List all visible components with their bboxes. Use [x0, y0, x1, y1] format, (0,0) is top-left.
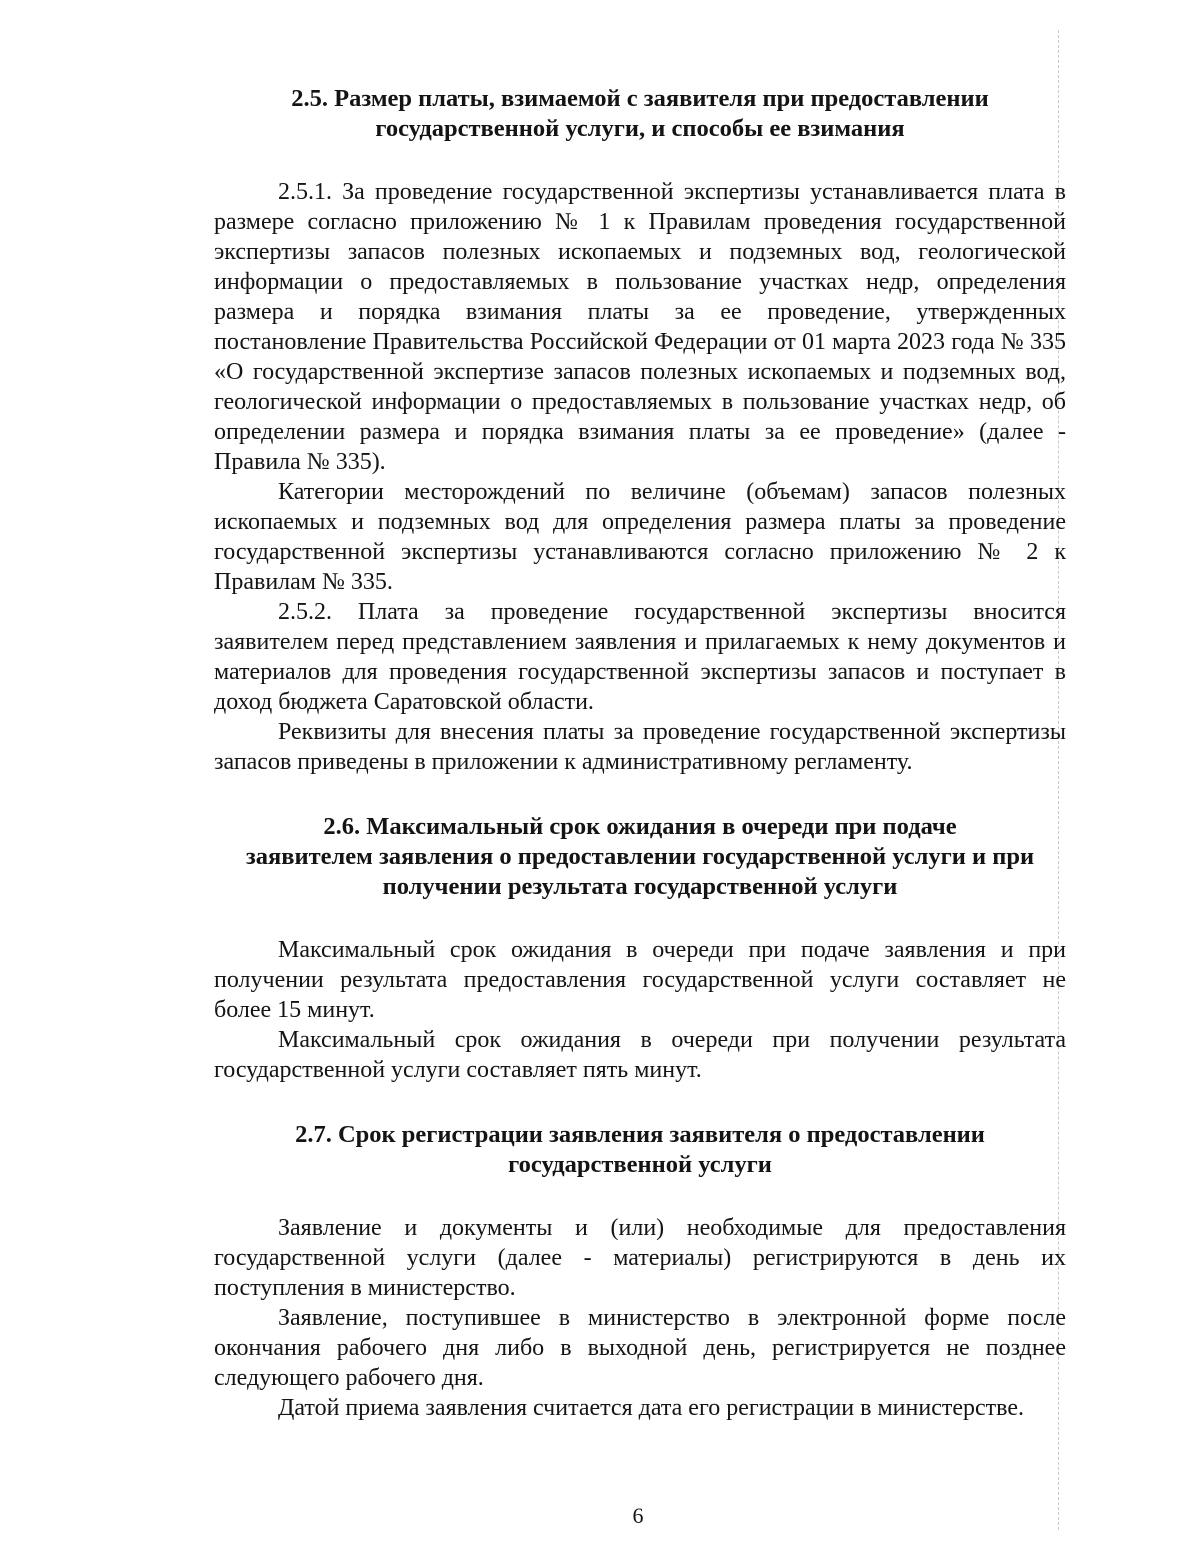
- paragraph-registration-day: Заявление и документы и (или) необходимые для предоставления государственной услуги (далее - материалы) регистрируются в день их поступления в министерство.: [214, 1215, 1066, 1301]
- section-heading-2-5: [214, 84, 1066, 144]
- paragraph-acceptance-date: Датой приема заявления считается дата его регистрации в министерстве.: [278, 1395, 1024, 1421]
- paragraph-payment-details: Реквизиты для внесения платы за проведение государственной экспертизы запасов приведены в приложении к административному регламенту.: [214, 719, 1066, 775]
- paragraph-electronic-registration: Заявление, поступившее в министерство в электронной форме после окончания рабочего дня либо в выходной день, регистрируется не позднее следующего рабочего дня.: [214, 1305, 1066, 1391]
- document-body: [214, 84, 1066, 1423]
- heading-line: получении результата государственной услуги: [382, 873, 898, 900]
- heading-line: 2.5. Размер платы, взимаемой с заявителя при предоставлении: [291, 85, 989, 112]
- heading-line: заявителем заявления о предоставлении государственной услуги и при: [245, 843, 1035, 870]
- paragraph-queue-submission: Максимальный срок ожидания в очереди при подаче заявления и при получении результата предоставления государственной услуги составляет не более 15 минут.: [214, 937, 1066, 1023]
- page-number: 6: [632, 1503, 644, 1528]
- paragraph-2-5-2: 2.5.2. Плата за проведение государственной экспертизы вносится заявителем перед представлением заявления и прилагаемых к нему документов и материалов для проведения государственной экспертизы запасов и поступает в доход бюджета Саратовской области.: [214, 599, 1066, 715]
- paragraph-deposit-categories: Категории месторождений по величине (объемам) запасов полезных ископаемых и подземных вод для определения размера платы за проведение государственной экспертизы устанавливаются согласно приложению № 2 к Правилам № 335.: [214, 479, 1066, 595]
- heading-line: государственной услуги, и способы ее взимания: [375, 115, 905, 142]
- section-heading-2-7: [214, 1120, 1066, 1180]
- paragraph-queue-result: Максимальный срок ожидания в очереди при получении результата государственной услуги составляет пять минут.: [214, 1027, 1066, 1083]
- section-heading-2-6: [214, 812, 1066, 902]
- heading-line: 2.7. Срок регистрации заявления заявителя о предоставлении: [295, 1121, 985, 1148]
- heading-line: 2.6. Максимальный срок ожидания в очереди при подаче: [323, 813, 957, 840]
- heading-line: государственной услуги: [508, 1151, 772, 1178]
- paragraph-2-5-1: 2.5.1. За проведение государственной экспертизы устанавливается плата в размере согласно приложению № 1 к Правилам проведения государственной экспертизы запасов полезных ископаемых и подземных вод, геологической информации о предоставляемых в пользование участках недр, определения размера и порядка взимания платы за ее проведение, утвержденных постановление Правительства Российской Федерации от 01 марта 2023 года № 335 «О государственной экспертизе запасов полезных ископаемых и подземных вод, геологической информации о предоставляемых в пользование участках недр, об определении размера и порядка взимания платы за ее проведение» (далее - Правила № 335).: [214, 179, 1066, 475]
